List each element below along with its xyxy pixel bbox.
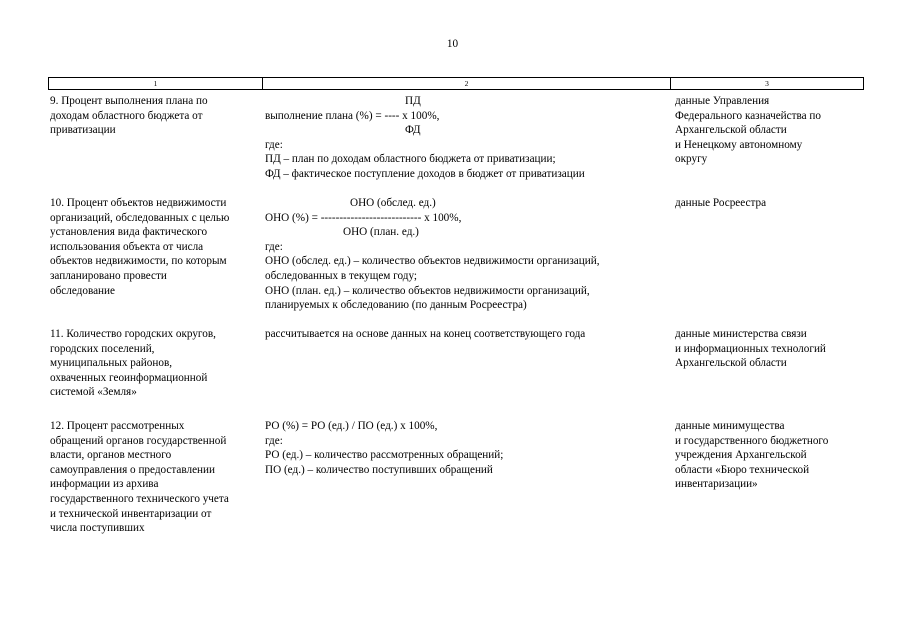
formula-line: ФД [405,124,421,137]
formula-line: ОНО (план. ед.) [343,226,419,239]
indicator-name-line: использования объекта от числа [50,240,204,253]
source-line: и Ненецкому автономному [675,138,803,151]
column-number-row [49,78,864,90]
source-line: и государственного бюджетного [675,434,829,447]
formula-line: обследованных в текущем году; [265,269,418,282]
formula-line: ОНО (обслед. ед.) [350,197,436,209]
indicator-name-line: 10. Процент объектов недвижимости [50,197,227,209]
column-number-1: 1 [49,78,263,90]
indicator-name-line: власти, органов местного [50,449,172,462]
indicator-source-3 [675,327,865,371]
indicator-formula-1 [265,94,665,182]
indicator-name-line: 12. Процент рассмотренных [50,420,185,432]
indicator-name-line: запланировано провести [50,269,167,282]
formula-line: ПД – план по доходам областного бюджета от приватизации; [265,153,556,166]
indicator-name-line: установления вида фактического [50,226,208,239]
formula-line: ОНО (план. ед.) – количество объектов недвижимости организаций, [265,284,590,297]
indicator-name-line: объектов недвижимости, по которым [50,255,227,268]
indicator-name-4 [50,419,262,536]
formula-line: где: [265,138,283,151]
indicator-name-line: обследование [50,284,115,297]
formula-line: планируемых к обследованию (по данным Росреестра) [265,299,527,312]
indicator-name-line: муниципальных районов, [50,357,173,370]
indicator-name-line: числа поступивших [50,522,145,535]
formula-line: РО (%) = РО (ед.) / ПО (ед.) х 100%, [265,420,438,432]
indicator-name-line: организаций, обследованных с целью [50,211,230,224]
indicator-name-line: и технической инвентаризации от [50,507,212,520]
indicator-name-3 [50,327,262,400]
formula-line: ФД – фактическое поступление доходов в бюджет от приватизации [265,167,585,180]
indicator-source-1 [675,94,865,167]
indicator-name-line: 9. Процент выполнения плана по [50,95,208,107]
indicator-name-line: 11. Количество городских округов, [50,328,216,340]
page-number: 10 [446,38,459,50]
indicator-source-2 [675,196,865,211]
indicator-name-line: приватизации [50,124,116,137]
source-line: данные минимущества [675,420,785,432]
formula-line: рассчитывается на основе данных на конец соответствующего года [265,328,586,340]
formula-line: где: [265,434,283,447]
indicator-name-line: самоуправления о предоставлении [50,463,216,476]
indicator-name-line: доходам областного бюджета от [50,109,203,122]
formula-line: выполнение плана (%) = ---- х 100%, [265,109,440,122]
indicator-formula-2 [265,196,665,313]
source-line: Архангельской области [675,124,787,137]
indicator-formula-3 [265,327,665,342]
formula-line: ПД [405,95,421,107]
source-line: учреждения Архангельской [675,449,807,462]
source-line: данные министерства связи [675,328,807,340]
formula-line: РО (ед.) – количество рассмотренных обращений; [265,449,504,462]
source-line: Архангельской области [675,357,787,370]
source-line: инвентаризации» [675,478,758,491]
source-line: данные Управления [675,95,770,107]
source-line: данные Росреестра [675,197,767,209]
formula-line: где: [265,240,283,253]
indicator-name-line: информации из архива [50,478,159,491]
column-number-3: 3 [671,78,864,90]
source-line: округу [675,153,708,166]
indicator-name-line: обращений органов государственной [50,434,227,447]
column-header-table [48,77,864,90]
column-number-2: 2 [263,78,671,90]
indicator-name-line: охваченных геоинформационной [50,371,208,384]
formula-line: ОНО (%) = --------------------------- х 100%, [265,211,462,224]
formula-line: ПО (ед.) – количество поступивших обращений [265,463,493,476]
indicator-source-4 [675,419,865,492]
indicator-formula-4 [265,419,665,477]
indicator-name-2 [50,196,262,298]
source-line: Федерального казначейства по [675,109,822,122]
indicator-name-line: системой «Земля» [50,386,137,399]
indicator-name-line: государственного технического учета [50,492,229,505]
formula-line: ОНО (обслед. ед.) – количество объектов недвижимости организаций, [265,255,600,268]
source-line: и информационных технологий [675,342,826,355]
indicator-name-1 [50,94,262,138]
source-line: области «Бюро технической [675,463,810,476]
indicator-name-line: городских поселений, [50,342,155,355]
